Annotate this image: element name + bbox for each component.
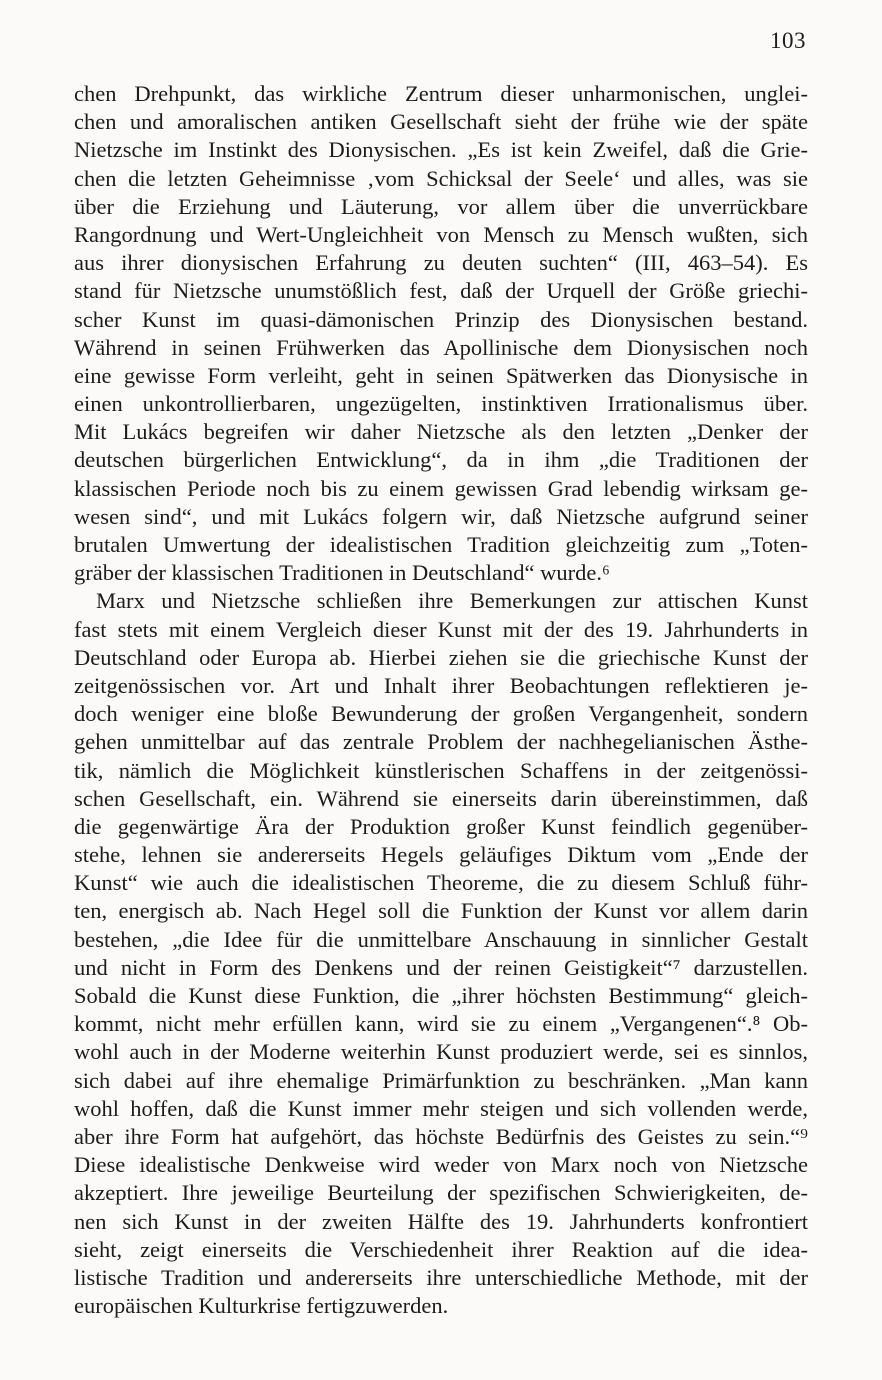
text-line: Marx und Nietzsche schließen ihre Bemerkungen zur attischen Kunst [96, 588, 808, 614]
text-line: sieht, zeigt einerseits die Verschiedenheit ihrer Reaktion auf die idea- [74, 1236, 808, 1262]
text-line: Kunst“ wie auch die idealistischen Theoreme, die zu diesem Schluß führ- [74, 870, 808, 896]
text-line: europäischen Kulturkrise fertigzuwerden. [74, 1293, 449, 1319]
text-line: eine gewisse Form verleiht, geht in seinen Spätwerken das Dionysische in [74, 362, 808, 388]
text-line: wohl hoffen, daß die Kunst immer mehr steigen und sich vollenden werde, [74, 1095, 808, 1121]
text-line: chen die letzten Geheimnisse ‚vom Schicksal der Seele‘ und alles, was sie [74, 165, 808, 191]
text-line: über die Erziehung und Läuterung, vor allem über die unverrückbare [74, 193, 808, 219]
text-line: Diese idealistische Denkweise wird weder von Marx noch von Nietzsche [74, 1152, 808, 1178]
text-line: Nietzsche im Instinkt des Dionysischen. „Es ist kein Zweifel, daß die Grie- [74, 137, 808, 163]
text-line: tik, nämlich die Möglichkeit künstlerischen Schaffens in der zeitgenössi- [74, 757, 808, 783]
text-line: klassischen Periode noch bis zu einem gewissen Grad lebendig wirksam ge- [74, 475, 808, 501]
text-line: aber ihre Form hat aufgehört, das höchste Bedürfnis des Geistes zu sein.“⁹ [74, 1123, 808, 1149]
text-line: Deutschland oder Europa ab. Hierbei ziehen sie die griechische Kunst der [74, 644, 808, 670]
body-text [74, 80, 808, 1320]
text-line: und nicht in Form des Denkens und der reinen Geistigkeit“⁷ darzustellen. [74, 954, 808, 980]
text-line: stehe, lehnen sie andererseits Hegels geläufiges Diktum vom „Ende der [74, 842, 808, 868]
text-line: bestehen, „die Idee für die unmittelbare Anschauung in sinnlicher Gestalt [74, 926, 808, 952]
text-line: sich dabei auf ihre ehemalige Primärfunktion zu beschränken. „Man kann [74, 1067, 808, 1093]
text-line: Mit Lukács begreifen wir daher Nietzsche als den letzten „Denker der [74, 419, 808, 445]
text-line: Sobald die Kunst diese Funktion, die „ihrer höchsten Bestimmung“ gleich- [74, 983, 808, 1008]
text-line: schen Gesellschaft, ein. Während sie einerseits darin übereinstimmen, daß [74, 785, 808, 811]
text-line: einen unkontrollierbaren, ungezügelten, instinktiven Irrationalismus über. [74, 391, 808, 417]
text-line: aus ihrer dionysischen Erfahrung zu deuten suchten“ (III, 463–54). Es [74, 250, 808, 276]
text-line: listische Tradition und andererseits ihre unterschiedliche Methode, mit der [74, 1264, 808, 1290]
text-line: Während in seinen Frühwerken das Apollinische dem Dionysischen noch [74, 334, 808, 360]
text-line: kommt, nicht mehr erfüllen kann, wird sie zu einem „Vergangenen“.⁸ Ob- [74, 1011, 808, 1037]
text-line: zeitgenössischen vor. Art und Inhalt ihrer Beobachtungen reflektieren je- [74, 672, 808, 698]
text-line: wohl auch in der Moderne weiterhin Kunst produziert werde, sei es sinnlos, [74, 1039, 808, 1065]
text-line: wesen sind“, und mit Lukács folgern wir, daß Nietzsche aufgrund seiner [74, 503, 808, 529]
text-line: scher Kunst im quasi-dämonischen Prinzip des Dionysischen bestand. [74, 306, 808, 332]
text-line: stand für Nietzsche unumstößlich fest, daß der Urquell der Größe griechi- [74, 278, 808, 304]
text-line: nen sich Kunst in der zweiten Hälfte des 19. Jahrhunderts konfrontiert [74, 1208, 808, 1234]
page-number: 103 [770, 28, 806, 53]
text-line: akzeptiert. Ihre jeweilige Beurteilung der spezifischen Schwierigkeiten, de- [74, 1180, 808, 1206]
text-line: Rangordnung und Wert-Ungleichheit von Mensch zu Mensch wußten, sich [74, 221, 808, 247]
text-line: ten, energisch ab. Nach Hegel soll die Funktion der Kunst vor allem darin [74, 898, 808, 924]
text-line: doch weniger eine bloße Bewunderung der großen Vergangenheit, sondern [74, 701, 808, 727]
text-line: chen Drehpunkt, das wirkliche Zentrum dieser unharmonischen, unglei- [74, 81, 808, 106]
text-line: fast stets mit einem Vergleich dieser Kunst mit der des 19. Jahrhunderts in [74, 616, 808, 642]
text-line: brutalen Umwertung der idealistischen Tradition gleichzeitig zum „Toten- [74, 532, 808, 557]
text-line: deutschen bürgerlichen Entwicklung“, da in ihm „die Traditionen der [74, 447, 808, 473]
text-line: gräber der klassischen Traditionen in Deutschland“ wurde.⁶ [74, 560, 610, 586]
text-line: chen und amoralischen antiken Gesellschaft sieht der frühe wie der späte [74, 109, 808, 135]
text-line: gehen unmittelbar auf das zentrale Problem der nachhegelianischen Ästhe- [74, 729, 808, 755]
text-line: die gegenwärtige Ära der Produktion großer Kunst feindlich gegenüber- [74, 813, 808, 839]
